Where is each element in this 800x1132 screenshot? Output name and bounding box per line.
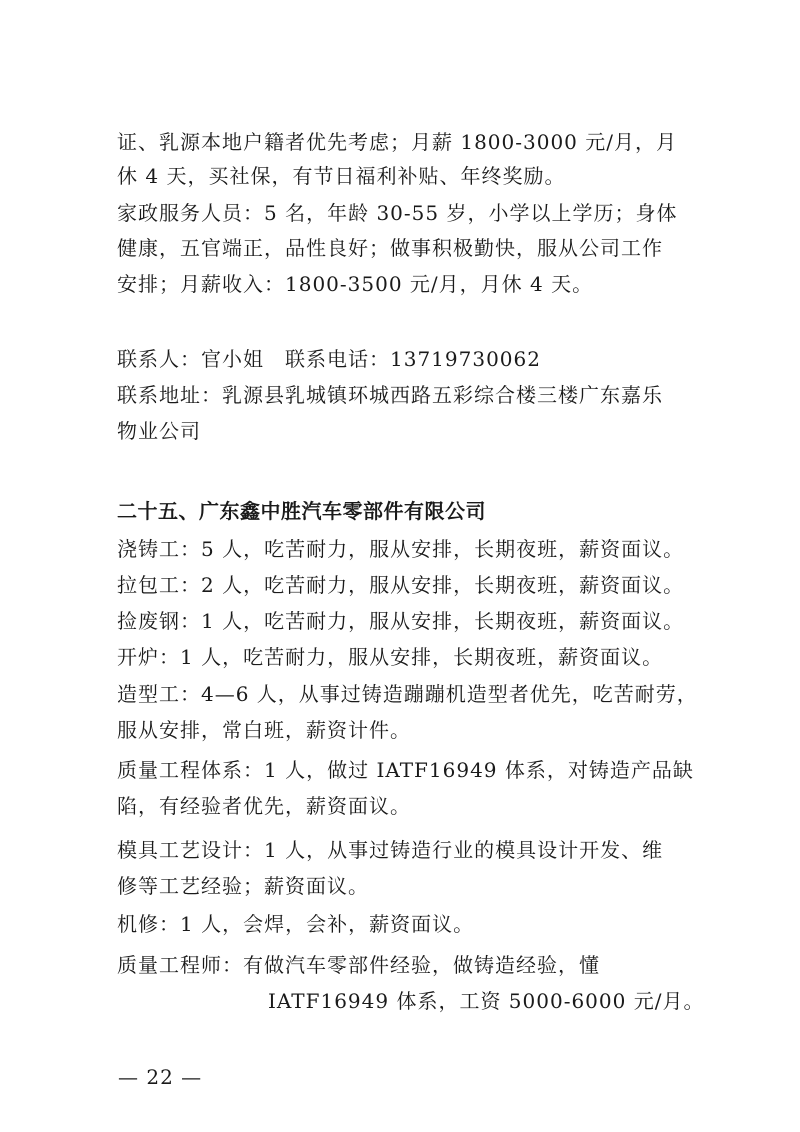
text-line: 安排；月薪收入：1800-3500 元/月，月休 4 天。 (117, 272, 594, 296)
text-line: IATF16949 体系，工资 5000-6000 元/月。 (268, 989, 705, 1013)
text-line: 修等工艺经验；薪资面议。 (117, 874, 369, 898)
text-line: 物业公司 (117, 419, 201, 443)
text-line: 陷，有经验者优先，薪资面议。 (117, 794, 411, 818)
section-heading: 二十五、广东鑫中胜汽车零部件有限公司 (117, 499, 486, 523)
job-mold-design: 模具工艺设计：1 人，从事过铸造行业的模具设计开发、维 (117, 838, 664, 862)
text-line: 服从安排，常白班，薪资计件。 (117, 718, 411, 742)
job-casting-worker: 浇铸工：5 人，吃苦耐力，服从安排，长期夜班，薪资面议。 (117, 537, 685, 561)
job-domestic-service: 家政服务人员：5 名，年龄 30-55 岁，小学以上学历；身体 (117, 201, 678, 225)
job-furnace-worker: 开炉：1 人，吃苦耐力，服从安排，长期夜班，薪资面议。 (117, 645, 664, 669)
job-pulling-worker: 拉包工：2 人，吃苦耐力，服从安排，长期夜班，薪资面议。 (117, 573, 685, 597)
job-molding-worker: 造型工：4—6 人，从事过铸造蹦蹦机造型者优先，吃苦耐劳， (117, 682, 698, 706)
job-scrap-worker: 捡废钢：1 人，吃苦耐力，服从安排，长期夜班，薪资面议。 (117, 609, 685, 633)
text-line: 证、乳源本地户籍者优先考虑；月薪 1800-3000 元/月，月 (117, 130, 678, 154)
job-quality-engineer: 质量工程师：有做汽车零部件经验，做铸造经验，懂 (117, 953, 600, 977)
job-maintenance: 机修：1 人，会焊，会补，薪资面议。 (117, 912, 475, 936)
text-line: 休 4 天，买社保，有节日福利补贴、年终奖励。 (117, 164, 566, 188)
text-line: 健康，五官端正，品性良好；做事积极勤快，服从公司工作 (117, 236, 663, 260)
contact-address: 联系地址：乳源县乳城镇环城西路五彩综合楼三楼广东嘉乐 (117, 383, 663, 407)
page-number: — 22 — (118, 1065, 203, 1089)
contact-person: 联系人：官小姐 联系电话：13719730062 (117, 347, 541, 371)
job-quality-system: 质量工程体系：1 人，做过 IATF16949 体系，对铸造产品缺 (117, 758, 694, 782)
